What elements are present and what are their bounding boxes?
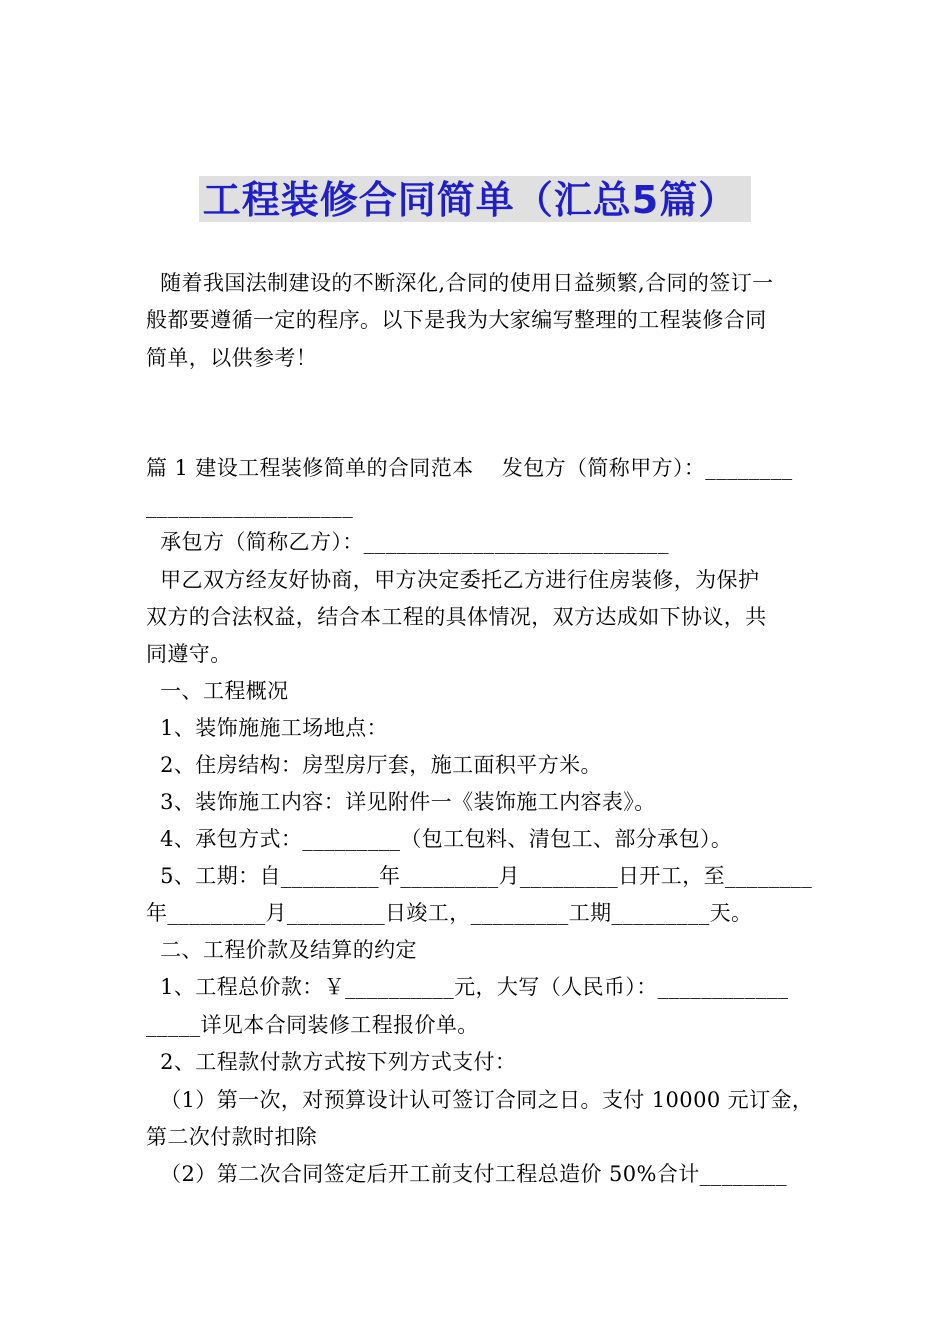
intro-line: 随着我国法制建设的不断深化,合同的使用日益频繁,合同的签订一: [146, 271, 774, 295]
clause-item: （2）第二次合同签定后开工前支付工程总造价 50%合计________: [146, 1162, 787, 1186]
clause-item: 3、装饰施工内容：详见附件一《装饰施工内容表》。: [146, 790, 656, 814]
body-line: ___________________: [146, 494, 354, 518]
clause-item: 2、住房结构：房型房厅套，施工面积平方米。: [146, 753, 602, 777]
clause-item: 1、装饰施施工场地点：: [146, 716, 388, 740]
clause-item: （1）第一次，对预算设计认可签订合同之日。支付 10000 元订金，: [146, 1088, 814, 1112]
body-line: 承包方（简称乙方）：____________________________: [146, 530, 669, 554]
section-heading-line: 篇 1 建设工程装修简单的合同范本 发包方（简称甲方）：________: [146, 456, 793, 480]
clause-heading: 一、工程概况: [146, 679, 289, 703]
clause-item: 2、工程款付款方式按下列方式支付：: [146, 1050, 517, 1074]
body-line: 双方的合法权益，结合本工程的具体情况，双方达成如下协议，共: [146, 605, 767, 629]
intro-line: 简单，以供参考！: [146, 346, 318, 370]
clause-item: 5、工期：自_________年_________月_________日开工，至________: [146, 864, 813, 888]
clause-item: 4、承包方式：_________（包工包料、清包工、部分承包）。: [146, 827, 733, 851]
body-line: 甲乙双方经友好协商，甲方决定委托乙方进行住房装修，为保护: [146, 568, 760, 592]
body-line: 同遵守。: [146, 642, 232, 666]
clause-item: 年_________月_________日竣工，_________工期_________天。: [146, 901, 753, 925]
title-container: [0, 176, 950, 222]
clause-item: 第二次付款时扣除: [146, 1125, 318, 1149]
clause-item: 1、工程总价款：￥__________元，大写（人民币）：____________: [146, 975, 789, 999]
clause-item: _____详见本合同装修工程报价单。: [146, 1013, 479, 1037]
document-title: 工程装修合同简单（汇总5篇）: [199, 176, 751, 222]
intro-line: 般都要遵循一定的程序。以下是我为大家编写整理的工程装修合同: [146, 308, 767, 332]
clause-heading: 二、工程价款及结算的约定: [146, 938, 417, 962]
